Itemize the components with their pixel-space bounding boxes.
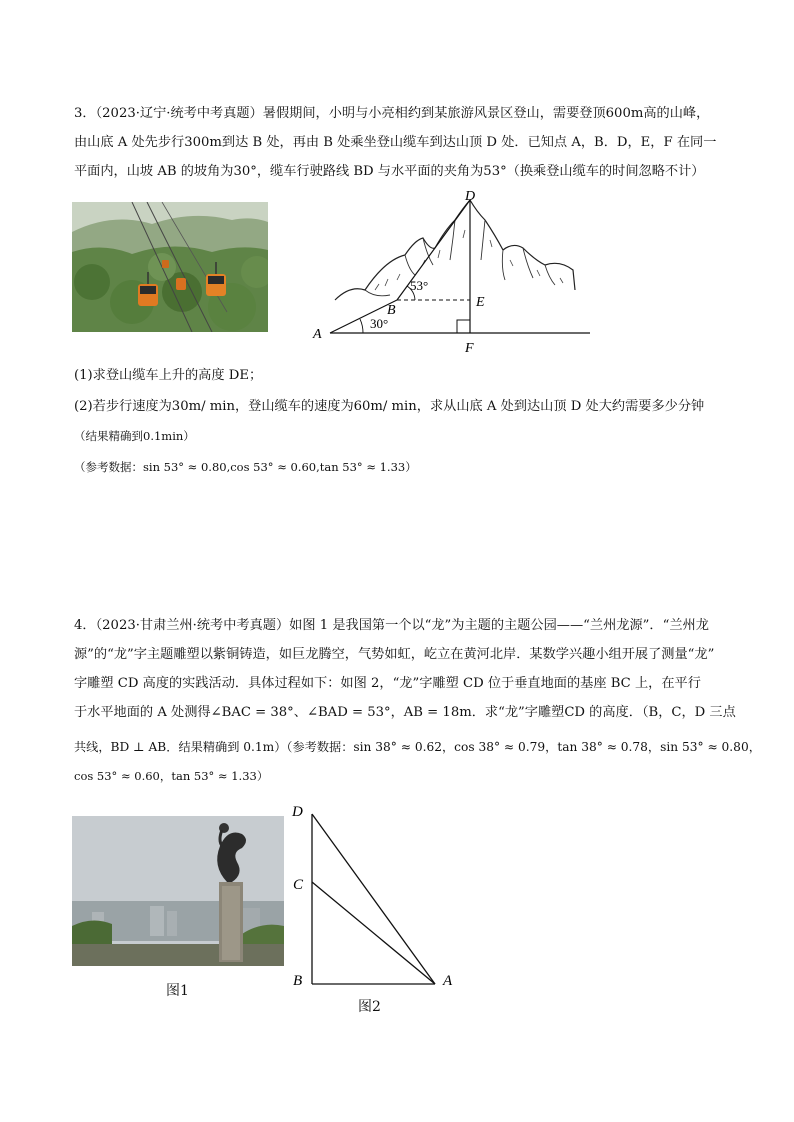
label-a: A [443, 973, 453, 989]
q3-sub-2: (2)若步行速度为30m/ min，登山缆车的速度为60m/ min，求从山底 A 处到达山顶 D 处大约需要多少分钟 [74, 399, 705, 414]
q4-line-3: 字雕塑 CD 高度的实践活动．具体过程如下：如图 2，“龙”字雕塑 CD 位于垂直地面的基座 BC 上，在平行 [74, 676, 701, 691]
cable-car-photo [72, 202, 268, 332]
label-d: D [292, 804, 303, 820]
label-a: A [313, 327, 322, 342]
label-c: C [293, 877, 304, 893]
angle-a-label: 30° [370, 316, 389, 331]
q4-line-4: 于水平地面的 A 处测得∠BAC = 38°、∠BAD = 53°，AB = 18m．求“龙”字雕塑CD 的高度．（B，C，D 三点 [74, 705, 736, 720]
q4-line-1: 4．（2023·甘肃兰州·统考中考真题）如图 1 是我国第一个以“龙”为主题的主题公园——“兰州龙源”．“兰州龙 [74, 618, 709, 633]
label-b: B [387, 303, 396, 318]
q3-reference-data: （参考数据：sin 53° ≈ 0.80,cos 53° ≈ 0.60,tan 53° ≈ 1.33） [74, 460, 417, 474]
q3-sub-2-note: （结果精确到0.1min） [74, 429, 195, 443]
q3-line-2: 由山底 A 处先步行300m到达 B 处，再由 B 处乘坐登山缆车到达山顶 D 处．已知点 A，B．D，E，F 在同一 [74, 135, 717, 150]
label-d: D [465, 190, 476, 204]
q4-line-6: cos 53° ≈ 0.60，tan 53° ≈ 1.33） [74, 769, 269, 783]
figure-1-caption: 图1 [166, 983, 189, 999]
label-e: E [476, 295, 485, 310]
q4-line-5: 共线，BD ⊥ AB．结果精确到 0.1m）（参考数据：sin 38° ≈ 0.62，cos 38° ≈ 0.79，tan 38° ≈ 0.78，sin 53° ≈ 0.80， [74, 740, 761, 754]
triangle-diagram [285, 796, 465, 996]
label-b: B [293, 973, 303, 989]
q4-line-2: 源”的“龙”字主题雕塑以紫铜铸造，如巨龙腾空，气势如虹，屹立在黄河北岸．某数学兴趣小组开展了测量“龙” [74, 647, 715, 662]
q3-line-3: 平面内，山坡 AB 的坡角为30°，缆车行驶路线 BD 与水平面的夹角为53°（换乘登山缆车的时间忽略不计） [74, 164, 705, 179]
dragon-sculpture-photo [72, 816, 284, 966]
mountain-diagram [305, 190, 605, 355]
figure-2-caption: 图2 [358, 999, 381, 1015]
label-f: F [465, 341, 474, 355]
q3-sub-1: (1)求登山缆车上升的高度 DE； [74, 368, 263, 383]
q3-line-1: 3．（2023·辽宁·统考中考真题）暑假期间，小明与小亮相约到某旅游风景区登山，需要登顶600m高的山峰， [74, 106, 710, 121]
angle-b-label: 53° [410, 278, 429, 293]
